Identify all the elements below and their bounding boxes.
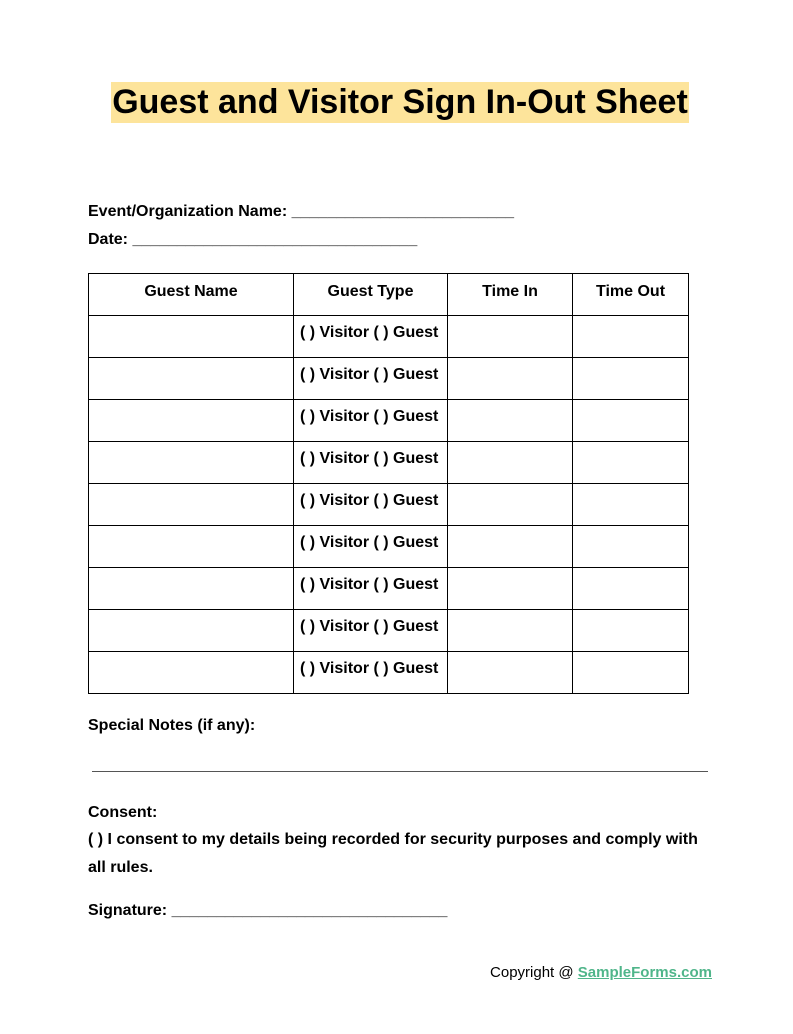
time-out-cell[interactable]	[573, 610, 689, 652]
time-in-cell[interactable]	[448, 568, 573, 610]
time-out-cell[interactable]	[573, 568, 689, 610]
guest-type-cell[interactable]: ( ) Visitor ( ) Guest	[294, 484, 448, 526]
signature-label: Signature:	[88, 902, 168, 919]
page-title: Guest and Visitor Sign In-Out Sheet	[112, 83, 688, 121]
guest-name-cell[interactable]	[89, 652, 294, 694]
guest-name-cell[interactable]	[89, 610, 294, 652]
consent-label: Consent:	[88, 804, 158, 821]
time-out-cell[interactable]	[573, 316, 689, 358]
table-row	[89, 316, 689, 358]
time-in-cell[interactable]	[448, 442, 573, 484]
guest-name-cell[interactable]	[89, 568, 294, 610]
guest-name-cell[interactable]	[89, 484, 294, 526]
event-name-blank[interactable]: _________________________	[291, 203, 515, 220]
time-out-cell[interactable]	[573, 652, 689, 694]
consent-text[interactable]: ( ) I consent to my details being recorded for security purposes and comply with all rules.	[88, 831, 698, 876]
event-name-label: Event/Organization Name:	[88, 203, 288, 220]
time-in-cell[interactable]	[448, 484, 573, 526]
table-row	[89, 526, 689, 568]
table-header-row	[89, 274, 689, 316]
guest-name-cell[interactable]	[89, 442, 294, 484]
table-row	[89, 442, 689, 484]
guest-type-cell[interactable]: ( ) Visitor ( ) Guest	[294, 316, 448, 358]
special-notes-line[interactable]	[92, 771, 708, 772]
guest-type-cell[interactable]: ( ) Visitor ( ) Guest	[294, 526, 448, 568]
signature-blank[interactable]: _______________________________	[171, 902, 448, 919]
copyright-text: Copyright @	[490, 964, 574, 981]
time-out-cell[interactable]	[573, 358, 689, 400]
guest-type-cell[interactable]: ( ) Visitor ( ) Guest	[294, 568, 448, 610]
copyright-footer	[490, 964, 712, 981]
table-row	[89, 484, 689, 526]
time-in-cell[interactable]	[448, 316, 573, 358]
time-out-cell[interactable]	[573, 484, 689, 526]
time-in-cell[interactable]	[448, 358, 573, 400]
time-in-cell[interactable]	[448, 400, 573, 442]
guest-type-cell[interactable]: ( ) Visitor ( ) Guest	[294, 358, 448, 400]
time-out-cell[interactable]	[573, 526, 689, 568]
header-guest-type: Guest Type	[294, 274, 448, 316]
guest-type-cell[interactable]: ( ) Visitor ( ) Guest	[294, 610, 448, 652]
event-name-field[interactable]	[88, 202, 514, 222]
header-time-in: Time In	[448, 274, 573, 316]
guest-name-cell[interactable]	[89, 526, 294, 568]
date-field[interactable]	[88, 230, 417, 250]
signature-field[interactable]	[88, 901, 447, 921]
time-out-cell[interactable]	[573, 442, 689, 484]
header-guest-name: Guest Name	[89, 274, 294, 316]
table-row	[89, 610, 689, 652]
sign-in-table	[88, 273, 689, 694]
table-row	[89, 400, 689, 442]
time-in-cell[interactable]	[448, 610, 573, 652]
time-in-cell[interactable]	[448, 652, 573, 694]
time-out-cell[interactable]	[573, 400, 689, 442]
table-row	[89, 358, 689, 400]
brand-link[interactable]: SampleForms.com	[577, 964, 712, 981]
guest-name-cell[interactable]	[89, 400, 294, 442]
date-label: Date:	[88, 231, 129, 248]
table-row	[89, 568, 689, 610]
special-notes-label: Special Notes (if any):	[88, 717, 256, 734]
time-in-cell[interactable]	[448, 526, 573, 568]
date-blank[interactable]: ________________________________	[132, 231, 418, 248]
header-time-out: Time Out	[573, 274, 689, 316]
guest-type-cell[interactable]: ( ) Visitor ( ) Guest	[294, 652, 448, 694]
guest-type-cell[interactable]: ( ) Visitor ( ) Guest	[294, 442, 448, 484]
table-row	[89, 652, 689, 694]
guest-type-cell[interactable]: ( ) Visitor ( ) Guest	[294, 400, 448, 442]
guest-name-cell[interactable]	[89, 358, 294, 400]
guest-name-cell[interactable]	[89, 316, 294, 358]
